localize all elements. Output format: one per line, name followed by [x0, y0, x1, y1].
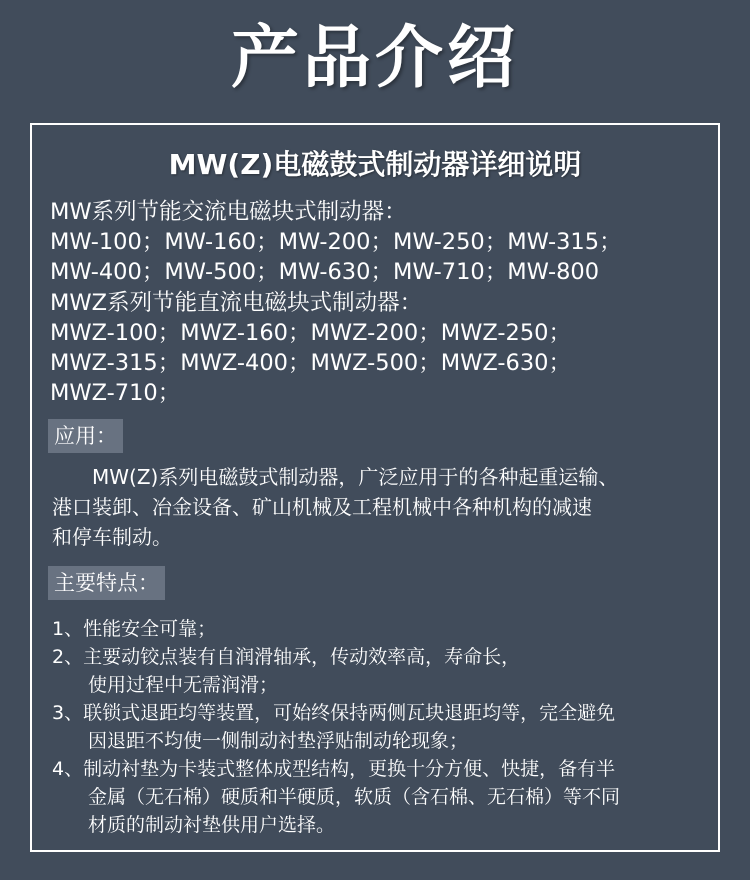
mw-model-row: MW-400；MW-500；MW-630；MW-710；MW-800 [50, 259, 600, 285]
page-title: 产品介绍 [230, 19, 519, 98]
feature-item: 1、性能安全可靠； [52, 618, 217, 640]
document-title: MW(Z)电磁鼓式制动器详细说明 [168, 148, 582, 181]
application-text-line: 和停车制动。 [52, 525, 172, 549]
mwz-model-row: MWZ-100；MWZ-160；MWZ-200；MWZ-250； [50, 320, 571, 346]
feature-item: 3、联锁式退距均等装置，可始终保持两侧瓦块退距均等，完全避免 [52, 702, 616, 724]
feature-item-continuation: 使用过程中无需润滑； [88, 674, 279, 696]
feature-item-continuation: 因退距不均使一侧制动衬垫浮贴制动轮现象； [88, 730, 469, 752]
product-description-panel [30, 123, 720, 852]
application-section-label: 应用： [48, 419, 123, 453]
mwz-series-heading: MWZ系列节能直流电磁块式制动器： [50, 290, 423, 316]
feature-item-continuation: 材质的制动衬垫供用户选择。 [88, 814, 336, 836]
application-text-line: MW(Z)系列电磁鼓式制动器，广泛应用于的各种起重运输、 [92, 465, 619, 489]
mw-series-heading: MW系列节能交流电磁块式制动器： [50, 199, 407, 225]
feature-item: 2、主要动铰点装有自润滑轴承，传动效率高，寿命长， [52, 646, 521, 668]
mwz-model-row: MWZ-315；MWZ-400；MWZ-500；MWZ-630； [50, 350, 571, 376]
mw-model-row: MW-100；MW-160；MW-200；MW-250；MW-315； [50, 229, 622, 255]
mwz-model-row: MWZ-710； [50, 380, 181, 406]
features-section-label: 主要特点： [48, 566, 165, 600]
feature-item-continuation: 金属（无石棉）硬质和半硬质，软质（含石棉、无石棉）等不同 [88, 786, 621, 808]
feature-item: 4、制动衬垫为卡装式整体成型结构，更换十分方便、快捷，备有半 [52, 758, 616, 780]
application-text-line: 港口装卸、冶金设备、矿山机械及工程机械中各种机构的减速 [52, 495, 592, 519]
